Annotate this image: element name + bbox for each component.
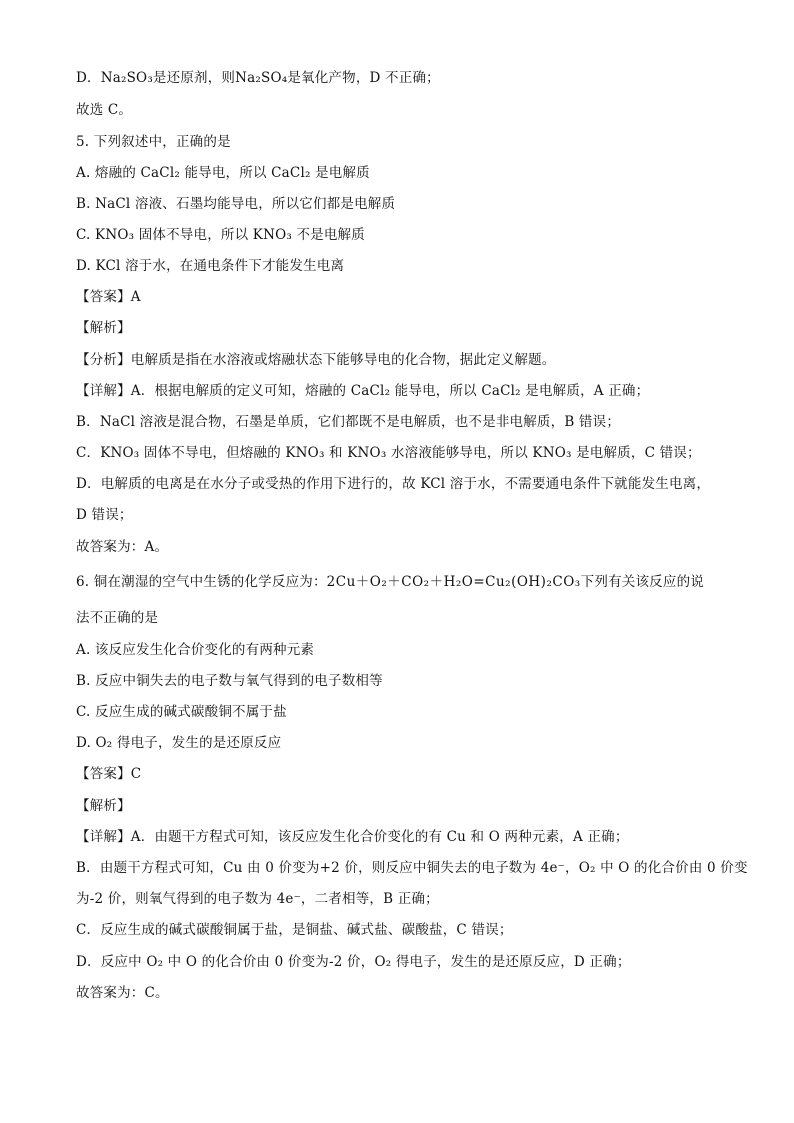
- option-b: B. 反应中铜失去的电子数与氧气得到的电子数相等: [76, 673, 383, 689]
- stem-text: 6. 铜在潮湿的空气中生锈的化学反应为：: [76, 574, 327, 590]
- chemical-equation: 2Cu＋O₂＋CO₂＋H₂O=Cu₂(OH)₂CO₃: [326, 574, 581, 590]
- text-line: 【详解】A．由题干方程式可知，该反应发生化合价变化的有 Cu 和 O 两种元素，A 正确；: [76, 829, 629, 845]
- text-line: B．NaCl 溶液是混合物，石墨是单质，它们都既不是电解质，也不是非电解质，B 错误；: [76, 414, 621, 430]
- stem-tail: 下列有关该反应的说: [580, 574, 704, 590]
- text-line: 故答案为：A。: [76, 539, 169, 555]
- question-6-stem: [76, 573, 704, 591]
- text-line: D．反应中 O₂ 中 O 的化合价由 0 价变为-2 价，O₂ 得电子，发生的是还原反应，D 正确；: [76, 954, 631, 970]
- option-d: D. KCl 溶于水，在通电条件下才能发生电离: [76, 258, 345, 274]
- text-line: D 错误；: [76, 507, 133, 523]
- question-5-stem: 5. 下列叙述中，正确的是: [76, 134, 231, 150]
- text-line: 【详解】A．根据电解质的定义可知，熔融的 CaCl₂ 能导电，所以 CaCl₂ 是电解质，A 正确；: [76, 383, 650, 399]
- option-b: B. NaCl 溶液、石墨均能导电，所以它们都是电解质: [76, 196, 396, 212]
- text-line: C．反应生成的碱式碳酸铜属于盐，是铜盐、碱式盐、碳酸盐，C 错误；: [76, 922, 513, 938]
- text-line: 法不正确的是: [76, 610, 159, 626]
- answer-label: 【答案】C: [76, 766, 142, 782]
- text-line: 为-2 价，则氧气得到的电子数为 4e⁻，二者相等，B 正确；: [76, 891, 439, 907]
- text-line: C．KNO₃ 固体不导电，但熔融的 KNO₃ 和 KNO₃ 水溶液能够导电，所以 KNO₃ 是电解质，C 错误；: [76, 445, 701, 461]
- option-c: C. 反应生成的碱式碳酸铜不属于盐: [76, 704, 287, 720]
- option-a: A. 熔融的 CaCl₂ 能导电，所以 CaCl₂ 是电解质: [76, 165, 370, 181]
- text-line: B．由题干方程式可知，Cu 由 0 价变为+2 价，则反应中铜失去的电子数为 4e⁻，O₂ 中 O 的化合价由 0 价变: [76, 860, 748, 876]
- text-line: 故选 C。: [76, 102, 133, 118]
- option-d: D. O₂ 得电子，发生的是还原反应: [76, 735, 282, 751]
- text-line: 【分析】电解质是指在水溶液或熔融状态下能够导电的化合物，据此定义解题。: [76, 352, 556, 368]
- text-line: D．Na₂SO₃是还原剂，则Na₂SO₄是氧化产物，D 不正确；: [76, 70, 440, 86]
- option-a: A. 该反应发生化合价变化的有两种元素: [76, 642, 315, 658]
- answer-label: 【答案】A: [76, 289, 141, 305]
- option-c: C. KNO₃ 固体不导电，所以 KNO₃ 不是电解质: [76, 227, 365, 243]
- text-line: 故答案为：C。: [76, 985, 169, 1001]
- analysis-label: 【解析】: [76, 320, 131, 336]
- analysis-label: 【解析】: [76, 798, 131, 814]
- text-line: D．电解质的电离是在水分子或受热的作用下进行的，故 KCl 溶于水，不需要通电条件下就能发生电离，: [76, 476, 711, 492]
